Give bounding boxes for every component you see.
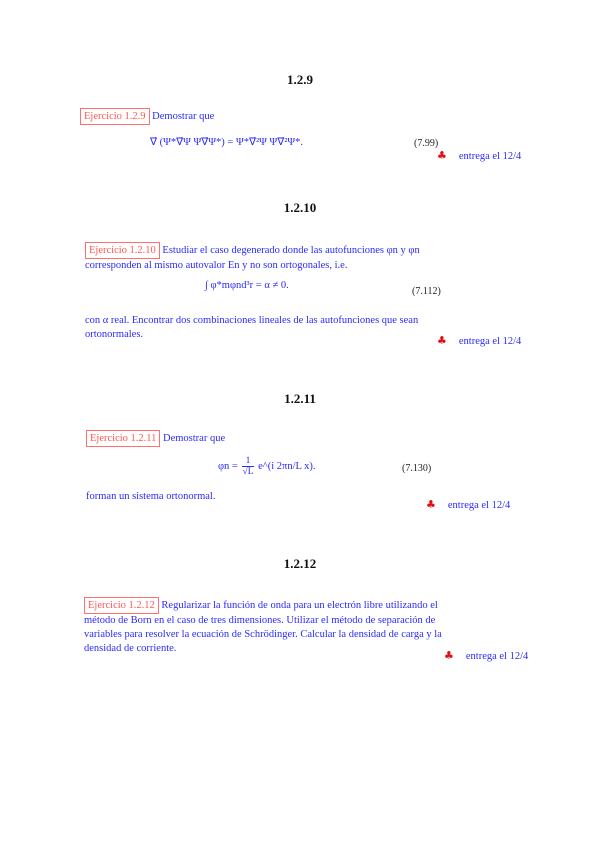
fraction	[242, 456, 253, 477]
equation-7-130	[218, 456, 316, 477]
club-suit-icon: ♣	[437, 149, 447, 162]
delivery-text: entrega el 12/4	[465, 651, 529, 662]
delivery-note	[437, 334, 521, 347]
club-suit-icon: ♣	[426, 498, 436, 511]
equation-7-99: ∇⃗ (Ψ*∇⃗Ψ Ψ∇⃗Ψ*) = Ψ*∇⃗²Ψ Ψ∇⃗²Ψ*.	[150, 137, 304, 148]
exercise-text-after: con α real. Encontrar dos combinaciones lineales de las autofunciones que sean ortonormales.	[85, 315, 419, 340]
exercise-text: Demostrar que	[152, 111, 215, 122]
equation-number: (7.130)	[402, 463, 432, 474]
section-heading-1-2-10: 1.2.10	[283, 200, 317, 215]
exercise-1-2-10	[85, 242, 455, 273]
exercise-text-after: forman un sistema ortonormal.	[86, 491, 216, 502]
exercise-label: Ejercicio 1.2.9	[80, 108, 150, 125]
delivery-note	[426, 498, 510, 511]
club-suit-icon: ♣	[437, 334, 447, 347]
exercise-1-2-12	[84, 597, 454, 656]
exercise-text: Estudiar el caso degenerado donde las autofunciones φn y φn corresponden al mismo autovalor En y no son ortogonales, i.e.	[85, 245, 420, 271]
section-heading-1-2-11: 1.2.11	[284, 391, 316, 406]
equation-number: (7.99)	[414, 138, 439, 149]
delivery-text: entrega el 12/4	[447, 500, 511, 511]
exercise-label: Ejercicio 1.2.11	[86, 430, 160, 447]
fraction-numerator: 1	[242, 456, 253, 467]
section-heading-1-2-9: 1.2.9	[287, 72, 313, 87]
equation-exponential: e^(i 2πn/L x).	[258, 460, 316, 472]
delivery-note	[444, 649, 528, 662]
equation-7-112: ∫ φ*mφnd³r = α ≠ 0.	[205, 280, 289, 291]
exercise-text: Regularizar la función de onda para un electrón libre utilizando el método de Born en el caso de tres dimensiones. Utilizar el método de separación de variables para resolver la ecuación de Schrödinger. Calcular la densidad de carga y la densidad de corriente.	[84, 600, 442, 654]
fraction-denominator: √L	[242, 467, 254, 477]
exercise-label: Ejercicio 1.2.10	[85, 242, 160, 259]
equation-lhs: φn =	[218, 460, 238, 472]
delivery-note	[437, 149, 521, 162]
club-suit-icon: ♣	[444, 649, 454, 662]
delivery-text: entrega el 12/4	[458, 151, 522, 162]
delivery-text: entrega el 12/4	[458, 336, 522, 347]
exercise-1-2-11	[86, 430, 456, 447]
exercise-text: Demostrar que	[163, 433, 226, 444]
exercise-1-2-9	[80, 108, 460, 125]
exercise-label: Ejercicio 1.2.12	[84, 597, 159, 614]
equation-number: (7.112)	[412, 286, 441, 297]
section-heading-1-2-12: 1.2.12	[283, 556, 317, 571]
